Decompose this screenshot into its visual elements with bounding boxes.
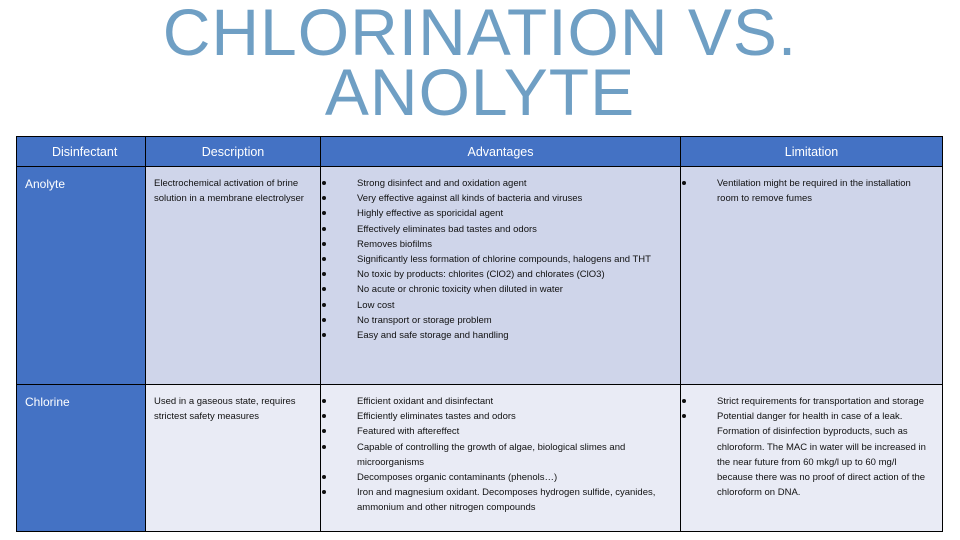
description-cell: Electrochemical activation of brine solution in a membrane electrolyser [146, 167, 321, 385]
list-item: Efficient oxidant and disinfectant [329, 394, 672, 409]
advantages-list [329, 176, 672, 343]
list-item: Removes biofilms [329, 237, 672, 252]
advantages-cell [321, 385, 681, 532]
list-item: Significantly less formation of chlorine compounds, halogens and THT [329, 252, 672, 267]
list-item: Strong disinfect and and oxidation agent [329, 176, 672, 191]
description-cell: Used in a gaseous state, requires strictest safety measures [146, 385, 321, 532]
list-item: Iron and magnesium oxidant. Decomposes hydrogen sulfide, cyanides, ammonium and other nitrogen compounds [329, 485, 672, 515]
list-item: Potential danger for health in case of a leak. [689, 409, 934, 424]
list-item: Efficiently eliminates tastes and odors [329, 409, 672, 424]
list-item: Highly effective as sporicidal agent [329, 206, 672, 221]
title-line-1: CHLORINATION VS. [162, 0, 798, 69]
list-item: No acute or chronic toxicity when diluted in water [329, 282, 672, 297]
advantages-list [329, 394, 672, 516]
list-item: Ventilation might be required in the installation room to remove fumes [689, 176, 934, 206]
list-item: Low cost [329, 298, 672, 313]
header-disinfectant: Disinfectant [17, 137, 146, 167]
header-row [17, 137, 943, 167]
limitation-cell [681, 385, 943, 532]
list-item: Easy and safe storage and handling [329, 328, 672, 343]
limitation-list [689, 176, 934, 206]
disinfectant-name: Anolyte [17, 167, 146, 385]
list-item: Strict requirements for transportation and storage [689, 394, 934, 409]
table-row-anolyte [17, 167, 943, 385]
limitation-cell [681, 167, 943, 385]
list-item: Decomposes organic contaminants (phenols…) [329, 470, 672, 485]
list-item: Formation of disinfection byproducts, such as chloroform. The MAC in water will be increased in the near future from 60 mkg/l up to 60 mg/l because there was no proof of direct action of the chloroform on DNA. [717, 426, 926, 499]
list-item: Effectively eliminates bad tastes and odors [329, 222, 672, 237]
title-line-2: ANOLYTE [324, 55, 636, 129]
comparison-table [16, 136, 943, 532]
list-item: Very effective against all kinds of bacteria and viruses [329, 191, 672, 206]
list-item: Featured with aftereffect [329, 424, 672, 439]
header-description: Description [146, 137, 321, 167]
disinfectant-name: Chlorine [17, 385, 146, 532]
list-item: Capable of controlling the growth of algae, biological slimes and microorganisms [329, 440, 672, 470]
limitation-list [689, 394, 934, 500]
page-title [150, 0, 810, 129]
header-advantages: Advantages [321, 137, 681, 167]
advantages-cell [321, 167, 681, 385]
table-row-chlorine [17, 385, 943, 532]
list-item: No transport or storage problem [329, 313, 672, 328]
header-limitation: Limitation [681, 137, 943, 167]
list-item: No toxic by products: chlorites (ClO2) and chlorates (ClO3) [329, 267, 672, 282]
